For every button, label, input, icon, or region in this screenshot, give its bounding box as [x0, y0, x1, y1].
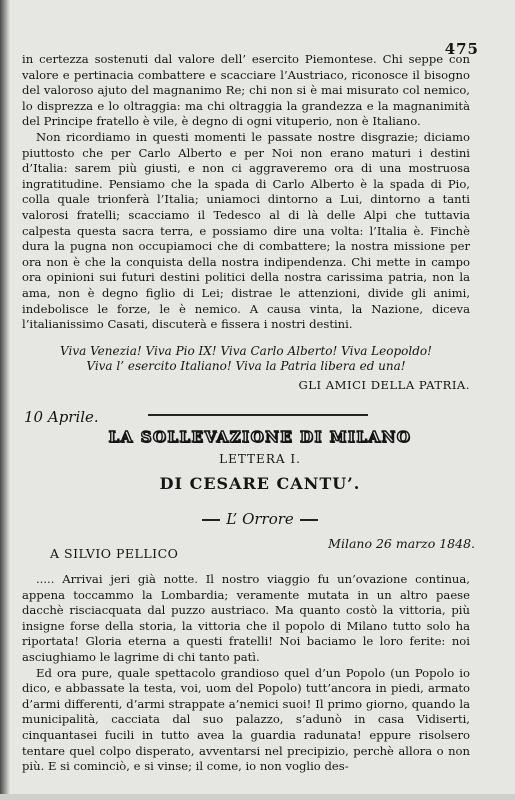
paragraph: in certezza sostenuti dal valore dell’ esercito Piemontese. Chi seppe con valore e pertinacia combattere e scacciare l’Austriaco, riconosce il bisogno del valoroso ajuto del magnanimo Re; chi non si è mai misurato col nemico, lo disprezza e lo oltraggia: ma chi oltraggia la grandezza e la magnanimità del Principe fratello è vile, è degno di ogni vituperio, non è Italiano. [22, 52, 470, 129]
letter-label: LETTERA I. [219, 452, 301, 466]
top-text-block [22, 52, 470, 333]
signature: GLI AMICI DELLA PATRIA. [298, 378, 470, 392]
subtitle: L’ Orrore [226, 510, 294, 528]
paragraph: Non ricordiamo in questi momenti le passate nostre disgrazie; diciamo piuttosto che per Carlo Alberto e per Noi non erano maturi i destini d’Italia: sarem più giusti, e non ci aggraveremo ora di una mostruosa ingratitudine. Pensiamo che la spada di Carlo Alberto è la spada di Pio, colla quale trionferà l’Italia; uniamoci dintorno a Lui, dintorno a tanti valorosi fratelli; scacciamo il Tedesco al di là delle Alpi che tuttavia calpesta questa sacra terra, e possiamo dire una volta: l’Italia è. Finchè dura la pugna non occupiamoci che di combattere; la nostra missione per ora non è che la conquista della nostra indipendenza. Chi mette in campo ora opinioni sui futuri destini politici della nostra carissima patria, non la ama, non è degno figlio di Lei; distrae le attenzioni, divide gli animi, indebolisce le forze, le è nemico. A causa vinta, la Nazione, diceva l’italianissimo Casati, discuterà e fissera i nostri destini. [22, 129, 470, 332]
viva-line: Viva Venezia! Viva Pio IX! Viva Carlo Alberto! Viva Leopoldo! [60, 344, 432, 358]
author-line: DI CESARE CANTU’. [159, 474, 361, 493]
letter-address: A SILVIO PELLICO [50, 546, 179, 561]
subtitle-row [60, 510, 460, 528]
letter-dateline: Milano 26 marzo 1848. [328, 536, 475, 551]
section-title: LA SOLLEVAZIONE DI MILANO [108, 428, 412, 446]
section-divider [148, 414, 368, 416]
page-number: 475 [444, 40, 479, 58]
dash-rule [202, 519, 220, 521]
letter-text-block [22, 572, 470, 775]
issue-date: 10 Aprile. [24, 408, 99, 426]
page-edge [0, 794, 515, 800]
viva-acclamations [22, 344, 470, 374]
dash-rule [300, 519, 318, 521]
paragraph: ..... Arrivai jeri già notte. Il nostro viaggio fu un’ovazione continua, appena toccammo la Lombardia; veramente mutata in un altro paese dacchè risciacquata dal puzzo austriaco. Ma quanto costò la vittoria, più insigne forse della storia, la vittoria che il popolo di Milano tutto solo ha riportata! Gloria eterna a questi fratelli! Noi baciamo le loro ferite: noi asciughiamo le lagrime di chi tanto patì. [22, 572, 470, 664]
paragraph: Ed ora pure, quale spettacolo grandioso quel d’un Popolo (un Popolo io dico, e abbassate la testa, voi, uom del Popolo) tutt’ancora in piedi, armato d’armi differenti, d’armi strappate a’nemici suoi! Il primo giorno, quando la municipalità, cacciata dal suo palazzo, s’adunò in casa Vidiserti, cinquantasei fucili in tutto avea la guardia radunata! eppure risolsero tentare quel colpo disperato, avventarsi nel precipizio, perchè allora o non più. E si cominciò, e si vinse; il come, io non voglio des- [22, 665, 470, 774]
viva-line: Viva l’ esercito Italiano! Viva la Patria libera ed una! [86, 359, 406, 373]
